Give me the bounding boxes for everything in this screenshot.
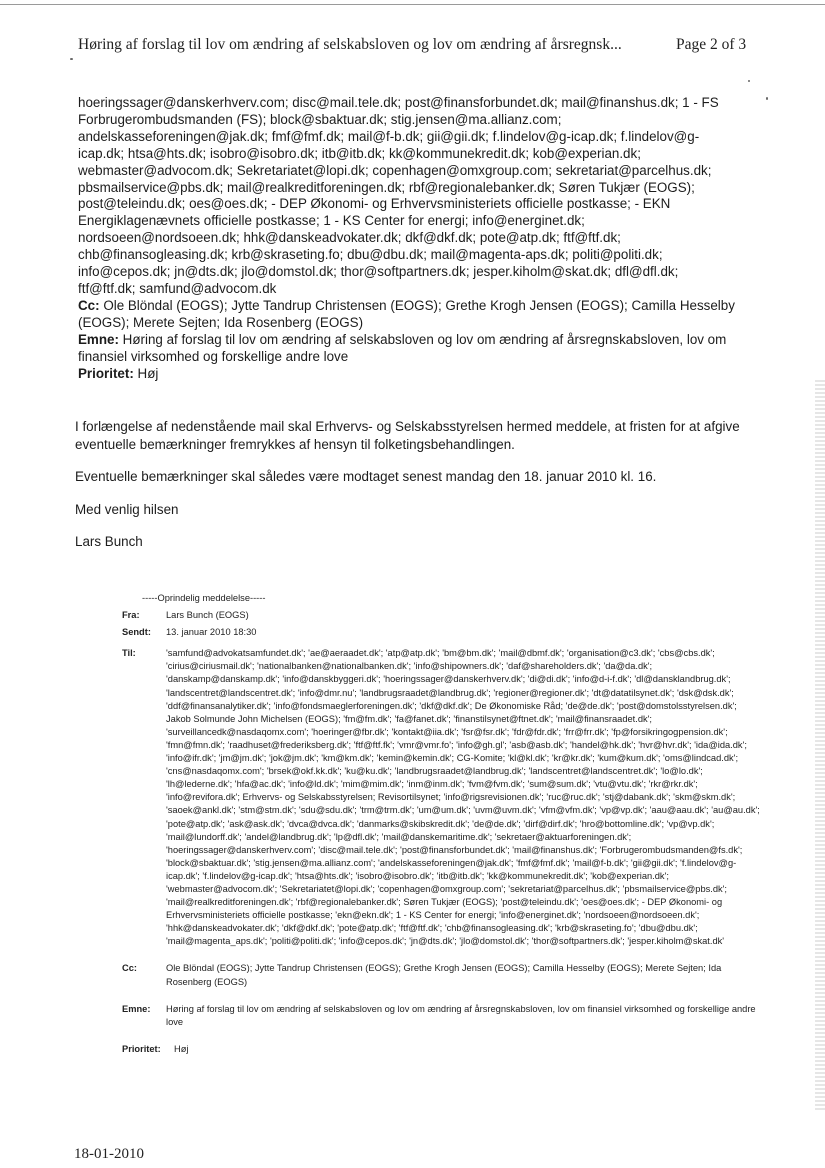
original-to [122,647,762,948]
original-subject-value: Høring af forslag til lov om ændring af selskabsloven og lov om ændring af årsregnskabsloven, lov om finansiel virksomhed og forskellige andre love [166,1003,756,1027]
recipient-line: info@cepos.dk; jn@dts.dk; jlo@domstol.dk; thor@softpartners.dk; jesper.kiholm@skat.dk; dfl@dfl.dk; [78,264,679,280]
scan-speck [748,80,750,82]
original-priority [122,1043,762,1056]
original-from [122,609,762,622]
from-label: Fra: [122,610,140,621]
closing: Med venlig hilsen [75,501,179,517]
subject-label: Emne: [78,331,119,347]
scan-speck [70,58,73,60]
body-paragraph: I forlængelse af nedenstående mail skal Erhvervs- og Selskabsstyrelsen hermed meddele, at fristen for at afgive eventuelle bemærkninger fremrykkes af hensyn til folketingsbehandlingen. [75,419,740,452]
from-value: Lars Bunch (EOGS) [166,610,249,621]
cc-label: Cc: [78,297,100,313]
cc-value: Ole Blöndal (EOGS); Jytte Tandrup Christensen (EOGS); Grethe Krogh Jensen (EOGS); Camilla Hesselby (EOGS); Merete Sejten; Ida Rosenberg (EOGS) [78,297,735,330]
priority-label: Prioritet: [78,365,134,381]
top-rule [0,4,825,5]
recipient-line: ftf@ftf.dk; samfund@advocom.dk [78,280,277,296]
subject-value: Høring af forslag til lov om ændring af selskabsloven og lov om ændring af årsregnskabsloven, lov om finansiel virksomhed og forskellige andre love [78,331,727,364]
original-subject [122,1003,762,1029]
recipient-line: Forbrugerombudsmanden (FS); block@sbaktuar.dk; stig.jensen@ma.allianz.com; [78,111,562,127]
original-cc [122,962,762,988]
cc-line [78,298,758,332]
recipient-line: nordsoeen@nordsoeen.dk; hhk@danskeadvokater.dk; dkf@dkf.dk; pote@atp.dk; ftf@ftf.dk; [78,230,621,246]
original-priority-label: Prioritet: [122,1043,161,1054]
to-label: Til: [122,648,136,659]
original-sent [122,626,762,639]
original-cc-value: Ole Blöndal (EOGS); Jytte Tandrup Christensen (EOGS); Grethe Krogh Jensen (EOGS); Camilla Hesselby (EOGS); Merete Sejten; Ida Rosenberg (EOGS) [166,963,722,987]
page-number: Page 2 of 3 [676,36,747,53]
original-cc-label: Cc: [122,963,137,974]
original-separator: -----Oprindelig meddelelse----- [142,593,266,603]
body-paragraph: Eventuelle bemærkninger skal således være modtaget senest mandag den 18. januar 2010 kl. 16. [75,469,657,484]
priority-value: Høj [137,365,159,381]
recipient-line: hoeringssager@danskerhverv.com; disc@mail.tele.dk; post@finansforbundet.dk; mail@finanshus.dk; 1 - FS [78,95,719,110]
recipient-line: chb@finansogleasing.dk; krb@skraseting.fo; dbu@dbu.dk; mail@magenta-aps.dk; politi@politi.dk; [78,247,663,263]
scan-speck [766,97,768,100]
recipient-line: pbsmailservice@pbs.dk; mail@realkreditforeningen.dk; rbf@regionalebanker.dk; Søren Tukjær (EOGS); [78,179,695,195]
original-subject-label: Emne: [122,1003,151,1014]
scan-edge-artifact [815,380,825,1110]
print-date: 18-01-2010 [74,1146,144,1162]
recipient-line: post@teleindu.dk; oes@oes.dk; - DEP Økonomi- og Erhvervsministeriets officielle postkasse; - EKN [78,196,671,212]
subject-line [78,332,758,366]
recipient-line: Energiklagenævnets officielle postkasse; 1 - KS Center for energi; info@energinet.dk; [78,213,585,229]
to-value: 'samfund@advokatsamfundet.dk'; 'ae@aeraadet.dk'; 'atp@atp.dk'; 'bm@bm.dk'; 'mail@dbmf.dk'; 'organisation@c3.dk'; 'cbs@cbs.dk'; 'cirius@ciriusmail.dk'; 'nationalbanken@nationalbanken.dk'; 'info@shipowners.dk'; 'daf@shareholders.dk'; 'da@da.dk'; 'danskamp@danskamp.dk'; 'info@danskbyggeri.dk'; 'hoeringssager@danskerhverv.dk'; 'di@di.dk'; 'info@d-i-f.dk'; 'dl@dansklandbrug.dk'; 'landscentret@landscentret.dk'; 'info@dmr.nu'; 'landbrugsraadet@landbrug.dk'; 'regioner@regioner.dk'; 'dt@datatilsynet.dk'; 'dsk@dsk.dk'; 'ddf@finansanalytiker.dk'; 'info@fondsmaeglerforeningen.dk'; 'dkf@dkf.dk'; De Økonomiske Råd; 'de@de.dk'; 'post@domstolsstyrelsen.dk'; Jakob Solmunde John Michelsen (EOGS); 'fm@fm.dk'; 'fa@fanet.dk'; 'finanstilsynet@ftnet.dk'; 'mail@finansraadet.dk'; 'surveillancedk@nasdaqomx.com'; 'hoeringer@fbr.dk'; 'kontakt@iia.dk'; 'fsr@fsr.dk'; 'fdr@fdr.dk'; 'frr@frr.dk'; 'fp@forsikringogpension.dk'; 'fmn@fmn.dk'; 'raadhuset@frederiksberg.dk'; 'ftf@ftf.fk'; 'vmr@vmr.fo'; 'info@gh.gl'; 'asb@asb.dk'; 'handel@hk.dk'; 'hvr@hvr.dk'; 'ida@ida.dk'; 'info@ifr.dk'; 'jm@jm.dk'; 'jok@jm.dk'; 'km@km.dk'; 'kemin@kemin.dk'; CG-Komite; 'kl@kl.dk'; 'kr@kr.dk'; 'kum@kum.dk'; 'oms@lindcad.dk'; 'cns@nasdaqomx.com'; 'brsek@okf.kk.dk'; 'ku@ku.dk'; 'landbrugsraadet@landbrug.dk'; 'landscentret@landscentret.dk'; 'lo@lo.dk'; 'lh@lederne.dk'; 'hfa@ac.dk'; 'info@ld.dk'; 'mim@mim.dk'; 'inm@inm.dk'; 'fvm@fvm.dk'; 'sum@sum.dk'; 'vtu@vtu.dk'; 'rkr@rkr.dk'; 'info@revifora.dk'; Erhvervs- og Selskabsstyrelsen; Revisortilsynet; 'info@rigsrevisionen.dk'; 'ruc@ruc.dk'; 'stj@dabank.dk'; 'skm@skm.dk'; 'saoek@ankl.dk'; 'stm@stm.dk'; 'sdu@sdu.dk'; 'trm@trm.dk'; 'um@um.dk'; 'uvm@uvm.dk'; 'vfm@vfm.dk'; 'vp@vp.dk'; 'aau@aau.dk'; 'au@au.dk'; 'pote@atp.dk'; 'ask@ask.dk'; 'dvca@dvca.dk'; 'danmarks@skibskredit.dk'; 'de@de.dk'; 'dirf@dirf.dk'; 'hro@bottomline.dk'; 'vp@vp.dk'; 'mail@lundorff.dk'; 'andel@landbrug.dk'; 'lp@dfl.dk'; 'mail@danskemaritime.dk'; 'sekretaer@aktuarforeningen.dk'; 'hoeringssager@danskerhverv.com'; 'disc@mail.tele.dk'; 'post@finansforbundet.dk'; 'mail@finanshus.dk'; 'Forbrugerombudsmanden@fs.dk'; 'block@sbaktuar.dk'; 'stig.jensen@ma.allianz.com'; 'andelskasseforeningen@jak.dk'; 'fmf@fmf.dk'; 'mail@f-b.dk'; 'gii@gii.dk'; 'f.lindelov@g-icap.dk'; 'f.lindelov@g-icap.dk'; 'htsa@hts.dk'; 'isobro@isobro.dk'; 'itb@itb.dk'; 'kk@kommunekredit.dk'; 'kob@experian.dk'; 'webmaster@advocom.dk'; 'Sekretariatet@lopi.dk'; 'copenhagen@omxgroup.com'; 'sekretariat@parcelhus.dk'; 'pbsmailservice@pbs.dk'; 'mail@realkreditforeningen.dk'; 'rbf@regionalebanker.dk'; Søren Tukjær (EOGS); 'post@teleindu.dk'; 'oes@oes.dk'; - DEP Økonomi- og Erhvervsministeriets officielle postkasse; 'ekn@ekn.dk'; 1 - KS Center for energi; 'info@energinet.dk'; 'nordsoeen@nordsoeen.dk'; 'hhk@danskeadvokater.dk'; 'dkf@dkf.dk'; 'pote@atp.dk'; 'ftf@ftf.dk'; 'chb@finansogleasing.dk'; 'krb@skraseting.fo'; 'dbu@dbu.dk'; 'mail@magenta_aps.dk'; 'politi@politi.dk'; 'info@cepos.dk'; 'jn@dts.dk'; 'jlo@domstol.dk'; 'thor@softpartners.dk'; 'jesper.kiholm@skat.dk' [166,648,760,947]
original-message [122,592,762,1056]
recipient-block [78,95,758,382]
page-header-title: Høring af forslag til lov om ændring af selskabsloven og lov om ændring af årsregnsk... [78,36,622,53]
recipient-line: webmaster@advocom.dk; Sekretariatet@lopi.dk; copenhagen@omxgroup.com; sekretariat@parcelhus.dk; [78,162,712,178]
original-priority-value: Høj [174,1043,189,1054]
sent-label: Sendt: [122,627,151,638]
signature: Lars Bunch [75,534,143,549]
recipient-lines [78,95,758,298]
message-body [75,418,765,566]
priority-line [78,366,758,383]
recipient-line: andelskasseforeningen@jak.dk; fmf@fmf.dk; mail@f-b.dk; gii@gii.dk; f.lindelov@g-icap.dk; f.lindelov@g- [78,128,700,144]
sent-value: 13. januar 2010 18:30 [166,627,257,638]
recipient-line: icap.dk; htsa@hts.dk; isobro@isobro.dk; itb@itb.dk; kk@kommunekredit.dk; kob@experian.dk; [78,145,641,161]
